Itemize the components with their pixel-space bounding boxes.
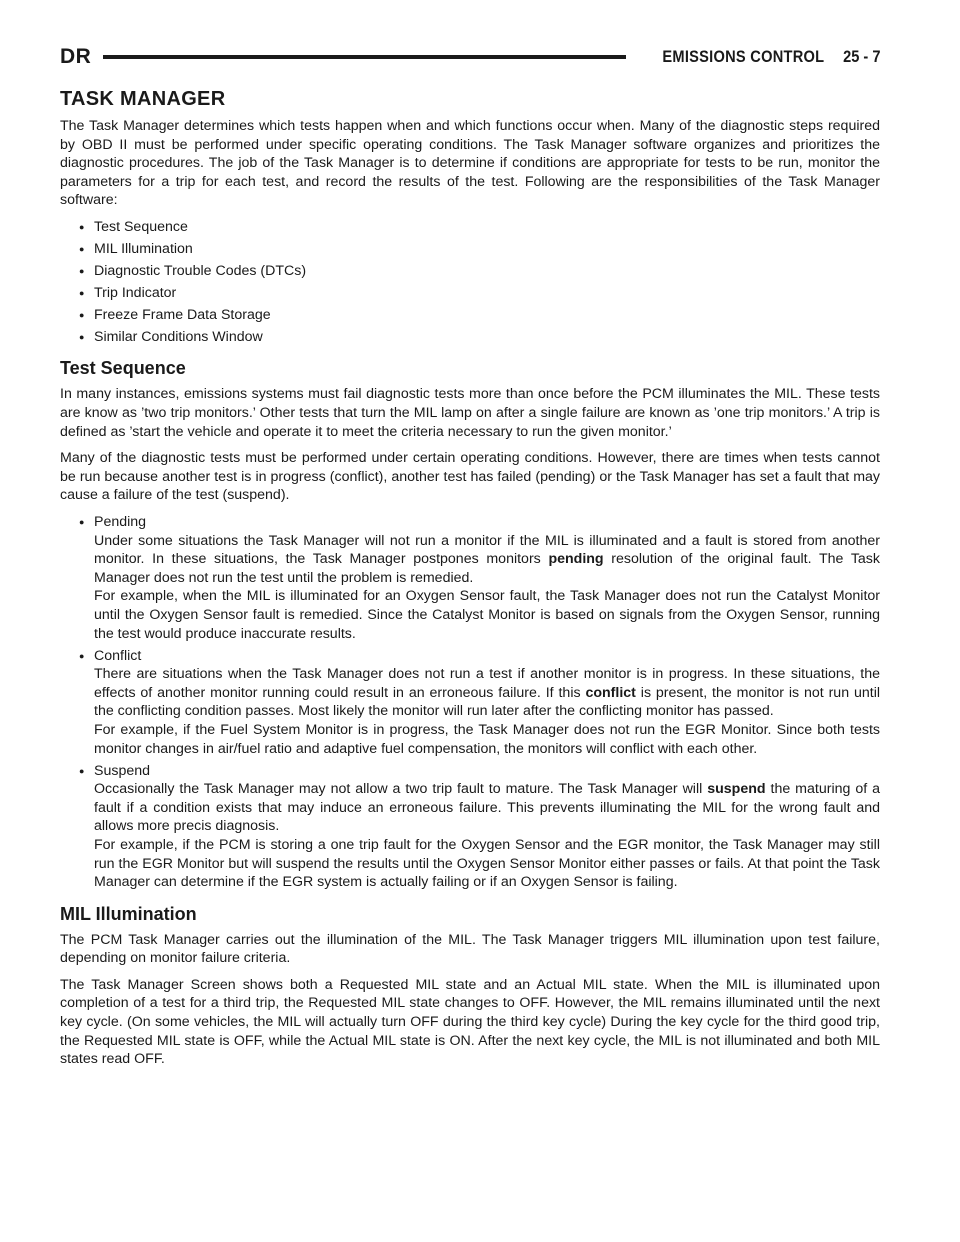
list-item: ● MIL Illumination (60, 240, 880, 259)
list-item: ● Similar Conditions Window (60, 328, 880, 347)
test-sequence-paragraph: In many instances, emissions systems must fail diagnostic tests more than once before the PCM illuminates the MIL. These tests are know as ’two trip monitors.’ Other tests that turn the MIL lamp on after a single failure are known as ’one trip monitors.’ A trip is defined as ’start the vehicle and operate it to meet the criteria necessary to run the given monitor.’ (60, 386, 880, 440)
header-rule (103, 55, 626, 59)
mil-illumination-paragraph: The Task Manager Screen shows both a Requested MIL state and an Actual MIL state. When the MIL is illuminated upon completion of a test for a third trip, the Requested MIL state changes to OFF. However, the MIL remains illuminated until the next key cycle. (On some vehicles, the MIL will actually turn OFF during the third key cycle) During the key cycle for the third good trip, the Requested MIL state is OFF, while the Actual MIL state is ON. After the next key cycle, the MIL is not illuminated and both MIL states read OFF. (60, 976, 880, 1068)
pending-item (60, 513, 880, 643)
conflict-label: ● Conflict (94, 647, 142, 664)
mil-illumination-paragraph: The PCM Task Manager carries out the illumination of the MIL. The Task Manager triggers MIL illumination upon test failure, depending on monitor failure criteria. (60, 931, 880, 967)
pending-description: Under some situations the Task Manager will not run a monitor if the MIL is illuminated and a fault is stored from another monitor. In these situations, the Task Manager postpones monitors pending resolution of the original fault. The Task Manager does not run the test until the problem is remedied. (94, 532, 880, 586)
conflict-example: For example, if the Fuel System Monitor is in progress, the Task Manager does not run the EGR Monitor. Since both tests monitor changes in air/fuel ratio and adaptive fuel compensation, the monitors will conflict with each other. (94, 721, 880, 757)
pending-example: For example, when the MIL is illuminated for an Oxygen Sensor fault, the Task Manager does not run the Catalyst Monitor until the Oxygen Sensor fault is remedied. Since the Catalyst Monitor is based on signals from the Oxygen Sensor, running the test would produce inaccurate results. (94, 588, 880, 642)
conflict-description: There are situations when the Task Manager does not run a test if another monitor is in progress. In these situations, the effects of another monitor running could result in an erroneous failure. If this conflict is present, the monitor is not run until the conflicting condition passes. Most likely the monitor will run later after the conflicting monitor has passed. (94, 666, 880, 720)
test-condition-list (60, 513, 880, 892)
list-item: ● Diagnostic Trouble Codes (DTCs) (60, 262, 880, 281)
list-item: ● Freeze Frame Data Storage (60, 306, 880, 325)
page-header (60, 40, 880, 74)
suspend-emphasis: suspend (707, 781, 766, 798)
pending-emphasis: pending (548, 551, 604, 568)
pending-label: ● Pending (94, 514, 147, 531)
test-sequence-heading: Test Sequence (60, 358, 186, 379)
header-page-number: 25 - 7 (842, 47, 880, 66)
conflict-emphasis: conflict (585, 684, 636, 701)
suspend-description: Occasionally the Task Manager may not allow a two trip fault to mature. The Task Manager will suspend the maturing of a fault if a condition exists that may induce an erroneous failure. This prevents illuminating the MIL for the wrong fault and allows more precis diagnosis. (94, 781, 880, 835)
header-model-code: DR (60, 45, 92, 68)
list-item: ● Trip Indicator (60, 284, 880, 303)
header-section-title: EMISSIONS CONTROL (662, 47, 825, 66)
suspend-label: ● Suspend (94, 762, 151, 779)
manual-page (60, 40, 880, 1077)
suspend-example: For example, if the PCM is storing a one trip fault for the Oxygen Sensor and the EGR monitor, the Task Manager may still run the EGR Monitor but will suspend the results until the Oxygen Sensor Monitor either passes or fails. At that point the Task Manager can determine if the EGR system is actually failing or if an Oxygen Sensor is failing. (94, 836, 880, 891)
task-manager-intro: The Task Manager determines which tests happen when and which functions occur when. Many of the diagnostic steps required by OBD II must be performed under specific operating conditions. The Task Manager software organizes and prioritizes the diagnostic procedures. The job of the Task Manager is to determine if conditions are appropriate for tests to be run, monitor the parameters for a trip for each test, and record the results of the test. Following are the responsibilities of the Task Manager software: (60, 118, 880, 209)
mil-illumination-heading: MIL Illumination (60, 903, 197, 924)
task-manager-heading: TASK MANAGER (60, 88, 226, 110)
test-sequence-paragraph: Many of the diagnostic tests must be performed under certain operating conditions. However, there are times when tests cannot be run because another test is in progress (conflict), another test has failed (pending) or the Task Manager has set a fault that may cause a failure of the test (suspend). (60, 450, 880, 504)
list-item: ● Test Sequence (60, 218, 880, 237)
conflict-item (60, 647, 880, 759)
suspend-item (60, 762, 880, 892)
responsibilities-list (60, 218, 880, 347)
